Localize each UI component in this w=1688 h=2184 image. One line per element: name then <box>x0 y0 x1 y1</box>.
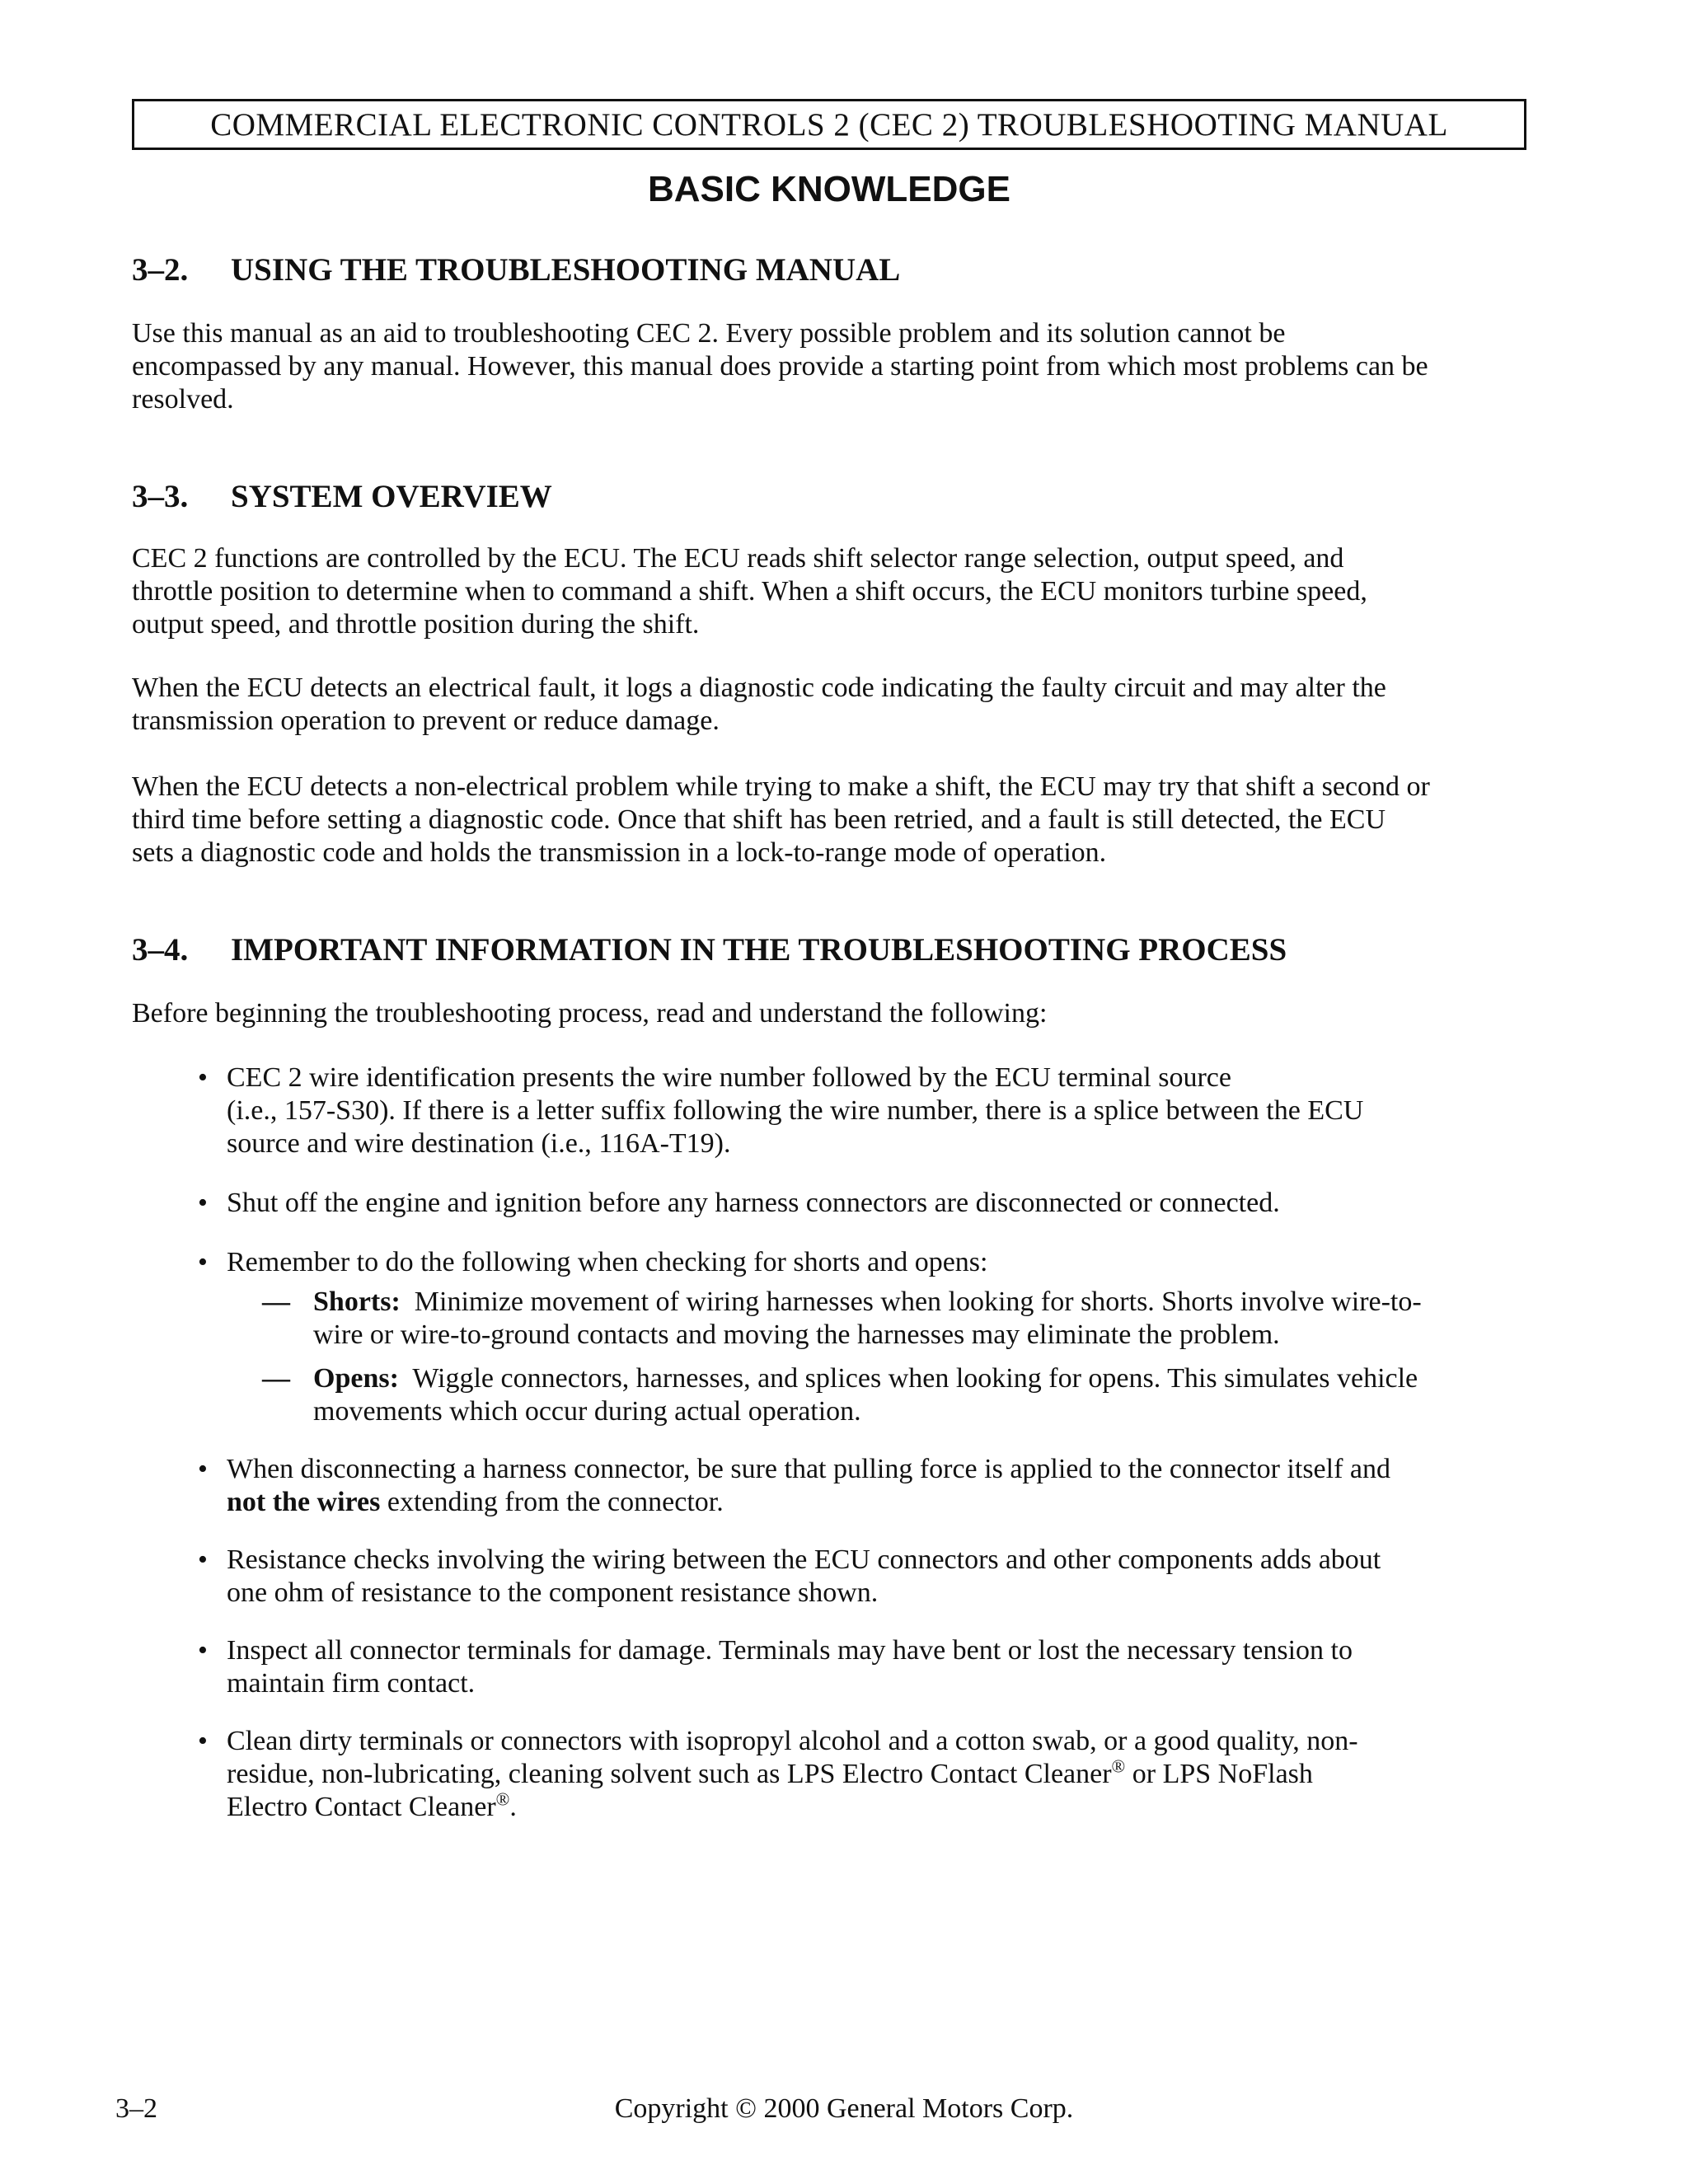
bold-text: not the wires <box>227 1487 381 1517</box>
text-line: (i.e., 157-S30). If there is a letter suffix following the wire number, there is a splice between the ECU <box>227 1095 1364 1126</box>
page-number: 3–2 <box>115 2093 157 2124</box>
text-line <box>313 1286 1533 1319</box>
section-title: IMPORTANT INFORMATION IN THE TROUBLESHOOTING PROCESS <box>231 932 1287 968</box>
paragraph <box>132 317 1533 416</box>
section-number: 3–4. <box>132 932 189 968</box>
registered-mark: ® <box>495 1788 510 1810</box>
em-dash: — <box>262 1286 290 1317</box>
paragraph-intro: Before beginning the troubleshooting process, read and understand the following: <box>132 998 1048 1029</box>
text-span: or LPS NoFlash <box>1125 1759 1313 1789</box>
text-line: source and wire destination (i.e., 116A-T19). <box>227 1128 731 1159</box>
text-line <box>227 1486 1533 1519</box>
text-line: movements which occur during actual operation. <box>313 1396 861 1427</box>
text-line: sets a diagnostic code and holds the transmission in a lock-to-range mode of operation. <box>132 837 1107 868</box>
dash-text: Minimize movement of wiring harnesses when looking for shorts. Shorts involve wire-to- <box>414 1286 1422 1317</box>
bullet-item <box>198 1453 1533 1519</box>
text-line: wire or wire-to-ground contacts and moving the harnesses may eliminate the problem. <box>313 1319 1280 1350</box>
text-line: Resistance checks involving the wiring between the ECU connectors and other components adds about <box>227 1544 1381 1575</box>
paragraph <box>132 542 1533 641</box>
text-line: transmission operation to prevent or reduce damage. <box>132 705 720 736</box>
text-line: Use this manual as an aid to troubleshooting CEC 2. Every possible problem and its solution cannot be <box>132 318 1286 349</box>
text-line: maintain firm contact. <box>227 1668 476 1699</box>
manual-title-box <box>132 99 1526 150</box>
section-number: 3–3. <box>132 479 189 514</box>
bullet-dot: • <box>198 1247 208 1277</box>
bullet-dot: • <box>198 1726 208 1756</box>
text-line: CEC 2 functions are controlled by the ECU. The ECU reads shift selector range selection, output speed, and <box>132 543 1344 574</box>
text-line: one ohm of resistance to the component resistance shown. <box>227 1577 879 1608</box>
text-span: residue, non-lubricating, cleaning solvent such as LPS Electro Contact Cleaner <box>227 1759 1112 1789</box>
chapter-title: BASIC KNOWLEDGE <box>648 169 1010 209</box>
registered-mark: ® <box>1111 1755 1126 1777</box>
bullet-dot: • <box>198 1544 208 1575</box>
text-line: When the ECU detects a non-electrical problem while trying to make a shift, the ECU may try that shift a second or <box>132 771 1430 802</box>
dash-item-shorts <box>262 1286 1533 1352</box>
text-line: Remember to do the following when checking for shorts and opens: <box>227 1247 988 1277</box>
dash-text: Wiggle connectors, harnesses, and splices when looking for opens. This simulates vehicle <box>412 1363 1418 1394</box>
section-heading-3-3 <box>132 478 552 515</box>
manual-title: COMMERCIAL ELECTRONIC CONTROLS 2 (CEC 2) TROUBLESHOOTING MANUAL <box>210 106 1448 143</box>
bullet-dot: • <box>198 1062 208 1093</box>
dash-item-opens <box>262 1362 1533 1428</box>
section-heading-3-4 <box>132 931 1287 968</box>
text-line: When the ECU detects an electrical fault, it logs a diagnostic code indicating the faulty circuit and may alter the <box>132 673 1386 703</box>
text-span: . <box>509 1792 517 1822</box>
text-line: CEC 2 wire identification presents the wire number followed by the ECU terminal source <box>227 1062 1231 1093</box>
copyright-notice: Copyright © 2000 General Motors Corp. <box>614 2093 1074 2124</box>
dash-label: Shorts: <box>313 1286 401 1317</box>
text-line: Shut off the engine and ignition before any harness connectors are disconnected or connected. <box>227 1188 1280 1218</box>
text-line <box>227 1755 1533 1791</box>
paragraph <box>132 771 1533 869</box>
text-line <box>313 1362 1533 1395</box>
bullet-item <box>198 1187 1533 1220</box>
text-line: throttle position to determine when to command a shift. When a shift occurs, the ECU monitors turbine speed, <box>132 576 1367 607</box>
dash-label: Opens: <box>313 1363 399 1394</box>
bullet-dot: • <box>198 1454 208 1484</box>
section-title: USING THE TROUBLESHOOTING MANUAL <box>231 252 901 288</box>
text-line: encompassed by any manual. However, this manual does provide a starting point from which most problems can be <box>132 351 1428 382</box>
section-heading-3-2 <box>132 251 900 288</box>
bullet-item <box>198 1634 1533 1700</box>
bullet-dot: • <box>198 1188 208 1218</box>
em-dash: — <box>262 1363 290 1394</box>
text-line <box>227 1788 1533 1824</box>
section-title: SYSTEM OVERVIEW <box>231 479 552 514</box>
text-line: output speed, and throttle position during the shift. <box>132 609 700 640</box>
text-line: Inspect all connector terminals for damage. Terminals may have bent or lost the necessary tension to <box>227 1635 1353 1666</box>
text-span: Electro Contact Cleaner <box>227 1792 496 1822</box>
text-line: Clean dirty terminals or connectors with isopropyl alcohol and a cotton swab, or a good quality, non- <box>227 1726 1358 1756</box>
section-number: 3–2. <box>132 252 189 288</box>
bullet-item <box>198 1246 1533 1279</box>
text-line: resolved. <box>132 384 234 415</box>
text-line: third time before setting a diagnostic code. Once that shift has been retried, and a fault is still detected, the ECU <box>132 804 1386 835</box>
text-span: extending from the connector. <box>380 1487 724 1517</box>
paragraph <box>132 672 1533 738</box>
bullet-item <box>198 1725 1533 1824</box>
bullet-item <box>198 1544 1533 1610</box>
bullet-dot: • <box>198 1635 208 1666</box>
bullet-item <box>198 1062 1533 1160</box>
text-line: When disconnecting a harness connector, be sure that pulling force is applied to the connector itself and <box>227 1454 1390 1484</box>
